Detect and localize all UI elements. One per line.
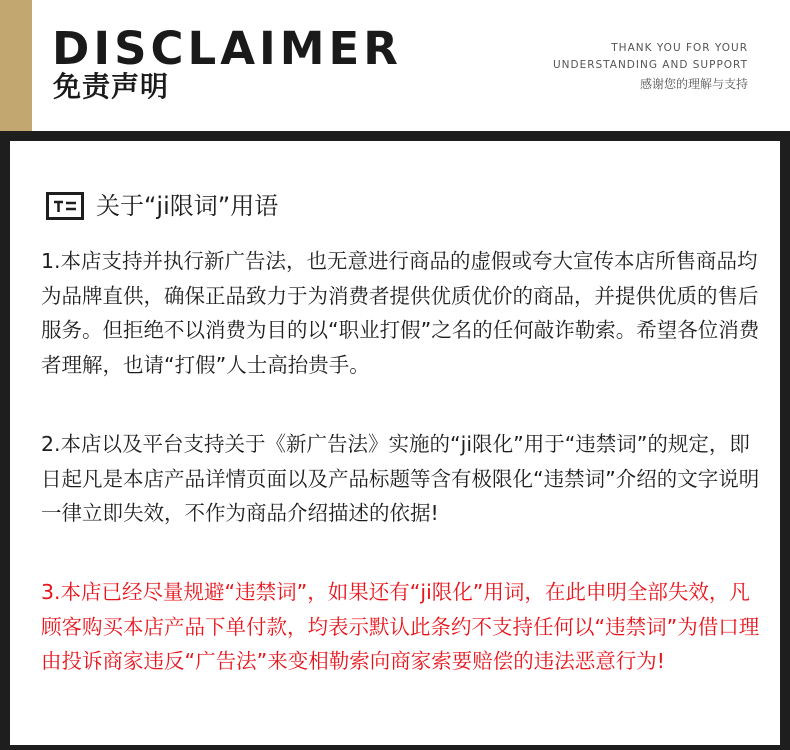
thanks-line-1: THANK YOU FOR YOUR [611, 42, 748, 54]
title-english: DISCLAIMER [52, 22, 402, 75]
thanks-block [553, 40, 748, 93]
thanks-chinese: 感谢您的理解与支持 [639, 77, 748, 91]
disclaimer-paragraph-2: 2.本店以及平台支持关于《新广告法》实施的“ji限化”用于“违禁词”的规定，即日起凡是本店产品详情页面以及产品标题等含有极限化“违禁词”介绍的文字说明一律立即失效，不作为商品介绍描述的依据! [41, 432, 760, 525]
title-chinese: 免责声明 [53, 70, 170, 103]
disclaimer-paragraph-1: 1.本店支持并执行新广告法，也无意进行商品的虚假或夸大宣传本店所售商品均为品牌直供，确保正品致力于为消费者提供优质优价的商品，并提供优质的售后服务。但拒绝不以消费为目的以“职业打假”之名的任何敲诈勒索。希望各位消费者理解，也请“打假”人士高抬贵手。 [41, 249, 760, 377]
section-heading [46, 188, 278, 224]
disclaimer-paragraph-3-warning: 3.本店已经尽量规避“违禁词”，如果还有“ji限化”用词，在此申明全部失效，凡顾客购买本店产品下单付款，均表示默认此条约不支持任何以“违禁词”为借口理由投诉商家违反“广告法”来变相勒索向商家索要赔偿的违法恶意行为! [41, 580, 760, 673]
section-heading-text: 关于“ji限词”用语 [96, 192, 279, 220]
text-tag-icon [46, 192, 84, 220]
gold-accent-bar [0, 0, 32, 131]
thanks-line-2: UNDERSTANDING AND SUPPORT [552, 59, 748, 71]
